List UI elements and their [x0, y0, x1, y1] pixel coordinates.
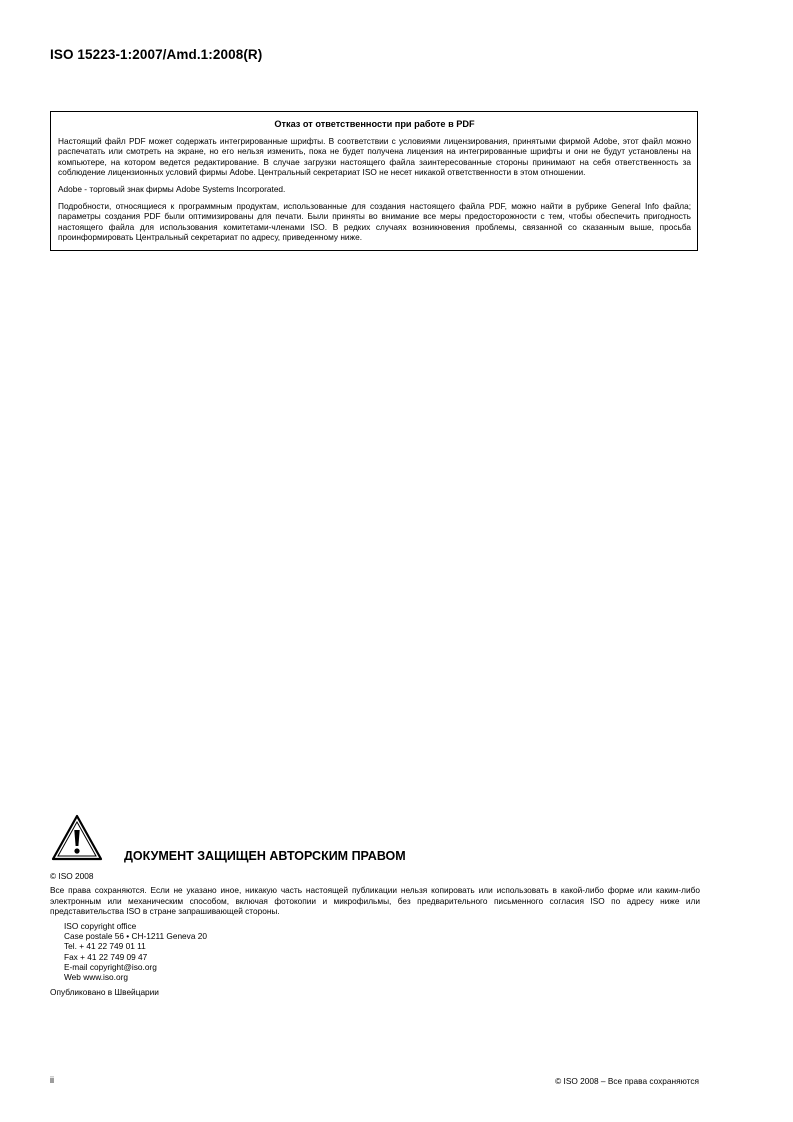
address-line: ISO copyright office: [64, 920, 137, 931]
document-title: ISO 15223-1:2007/Amd.1:2008(R): [50, 47, 263, 62]
page-number: ii: [50, 1075, 54, 1085]
disclaimer-paragraph: Подробности, относящиеся к программным продуктам, использованные для создания настоящего файла PDF, можно найти в рубрике General Info файла; параметры создания PDF были оптимизированы для печати. Были приняты во внимание все меры предосторожности с тем, чтобы обеспечить пригодность настоящего файла для использования комитетами-членами ISO. В редких случаях возникновения проблемы, связанной со сказанным выше, просьба проинформировать Центральный секретариат по адресу, приведенному ниже.: [58, 200, 691, 243]
address-line: E-mail copyright@iso.org: [64, 961, 157, 972]
address-line: Fax + 41 22 749 09 47: [64, 951, 148, 962]
disclaimer-paragraph: Настоящий файл PDF может содержать интегрированные шрифты. В соответствии с условиями лицензирования, принятыми фирмой Adobe, этот файл можно распечатать или смотреть на экране, но его нельзя изменить, пока не будет получена лицензия на интегрированные шрифты и они не будут установлены на компьютере, на котором ведется редактирование. В случае загрузки настоящего файла заинтересованные стороны принимают на себя ответственность за соблюдение лицензионных условий фирмы Adobe. Центральный секретариат ISO не несет никакой ответственности в этом отношении.: [58, 135, 691, 178]
rights-reserved-text: Все права сохраняются. Если не указано иное, никакую часть настоящей публикации нельзя копировать или использовать в какой-либо форме или каким-либо электронным или механическим способом, включая фотокопии и микрофильмы, без предварительного письменного согласия ISO по адресу ниже или представительства ISO в стране запрашивающей стороны.: [50, 885, 700, 917]
copyright-year: © ISO 2008: [50, 871, 94, 881]
copyright-heading-row: [50, 808, 700, 863]
published-in: Опубликовано в Швейцарии: [50, 987, 159, 998]
disclaimer-paragraph: Adobe - торговый знак фирмы Adobe Systems Incorporated.: [58, 183, 286, 194]
address-line: Case postale 56 • CH-1211 Geneva 20: [64, 930, 207, 941]
copyright-section: [50, 808, 700, 998]
address-line: Web www.iso.org: [64, 972, 128, 983]
copyright-heading: ДОКУМЕНТ ЗАЩИЩЕН АВТОРСКИМ ПРАВОМ: [124, 849, 406, 863]
disclaimer-title: Отказ от ответственности при работе в PDF: [274, 119, 475, 129]
footer-copyright: © ISO 2008 – Все права сохраняются: [555, 1076, 699, 1086]
iso-address: [64, 921, 700, 983]
pdf-disclaimer-box: [50, 111, 698, 251]
warning-triangle-icon: [50, 813, 104, 863]
address-line: Tel. + 41 22 749 01 11: [64, 941, 146, 952]
